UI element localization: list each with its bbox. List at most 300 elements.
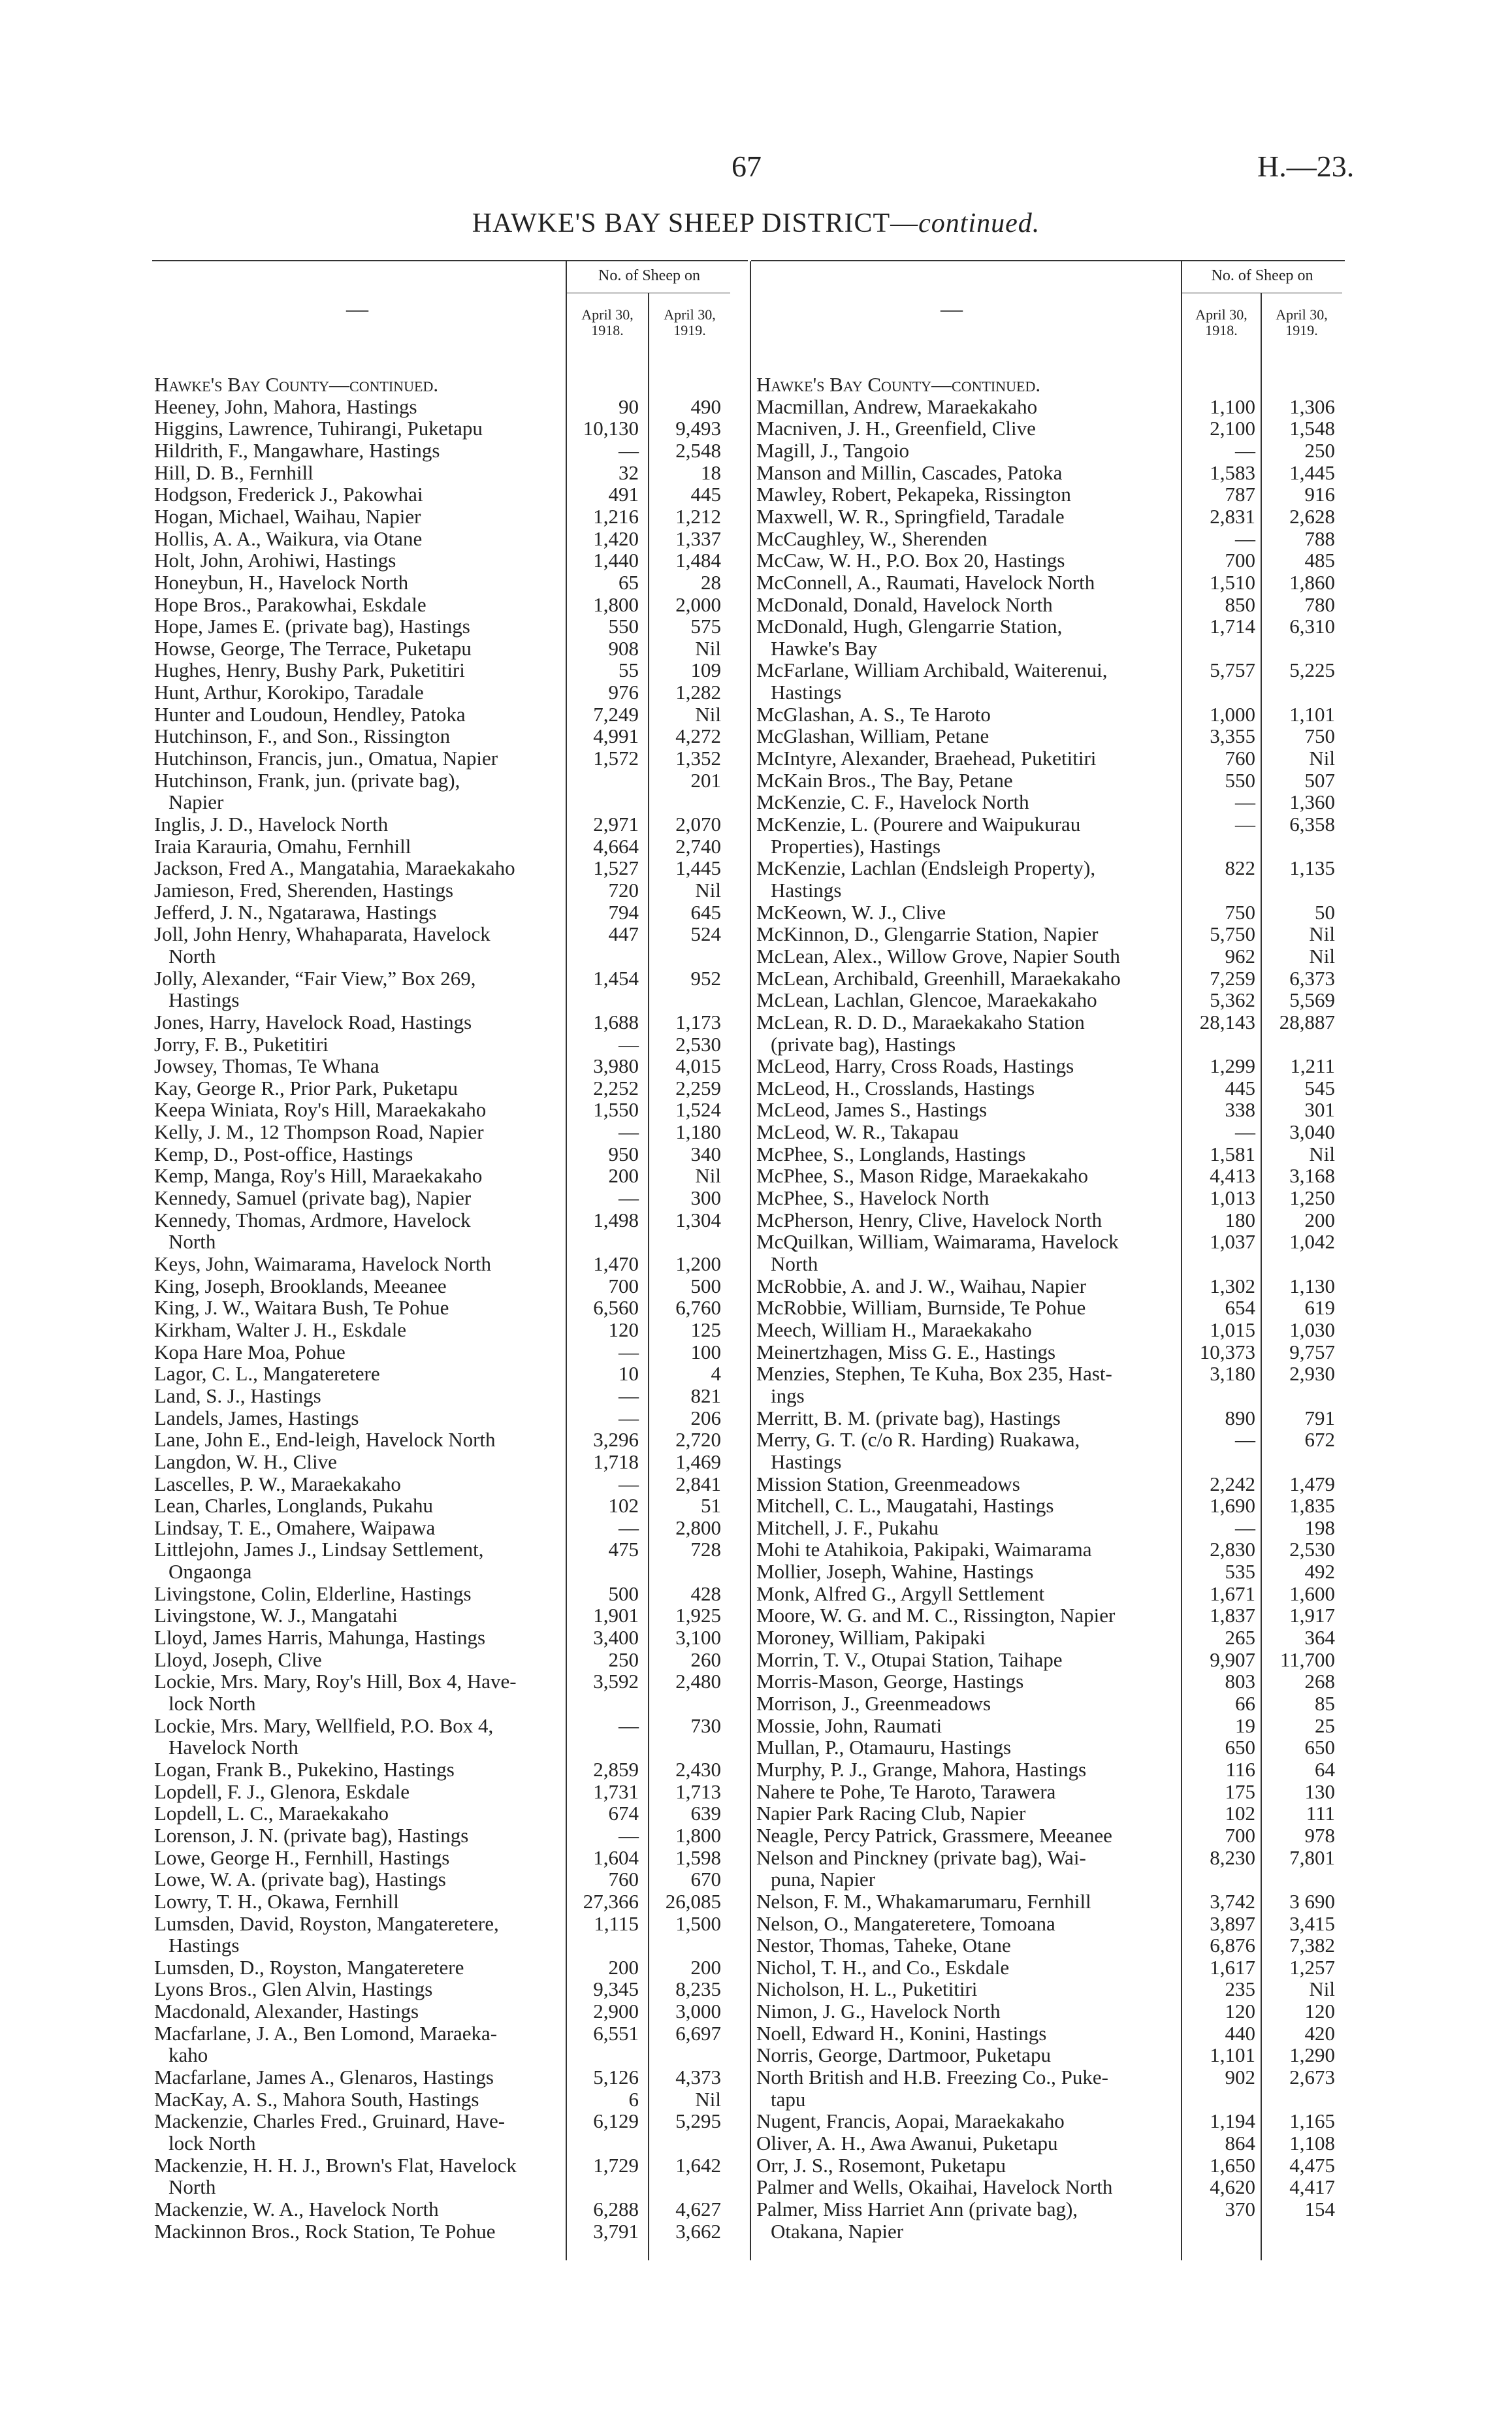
sheep-1918: 1,194 (1210, 2109, 1255, 2133)
sheep-1918: 116 (1225, 1757, 1255, 1781)
sheep-1918: 2,971 (593, 813, 639, 836)
sheep-1919: 1,500 (675, 1911, 721, 1935)
sheep-1918: 10,130 (583, 417, 639, 440)
holder-name: North (169, 944, 216, 968)
holder-name: Lascelles, P. W., Maraekakaho (154, 1472, 401, 1495)
sheep-1919: 1,282 (675, 681, 721, 704)
sheep-1918: — (619, 438, 639, 462)
sheep-1919: 2,000 (675, 593, 721, 616)
sheep-1919: 1,180 (675, 1120, 721, 1144)
sheep-1919: 5,569 (1289, 988, 1335, 1012)
sheep-1919: 2,841 (675, 1472, 721, 1495)
sheep-1918: — (619, 1714, 639, 1737)
sheep-1918: — (1235, 438, 1255, 462)
sheep-1919: 1,479 (1289, 1472, 1335, 1495)
sheep-1919: 3,168 (1289, 1164, 1335, 1188)
left-dash-header: — (346, 297, 368, 321)
holder-name: Mission Station, Greenmeadows (756, 1472, 1020, 1495)
holder-name: McLeod, W. R., Takapau (756, 1120, 959, 1144)
sheep-1919: 7,801 (1289, 1846, 1335, 1869)
holder-name: Macfarlane, J. A., Ben Lomond, Maraeka- (154, 2021, 498, 2045)
holder-name: Heeney, John, Mahora, Hastings (154, 395, 417, 418)
sheep-1918: 1,013 (1210, 1186, 1255, 1210)
sheep-1918: 1,671 (1210, 1582, 1255, 1605)
sheep-1918: 822 (1225, 856, 1255, 880)
sheep-1918: 2,830 (1210, 1538, 1255, 1561)
sheep-1918: 1,617 (1210, 1955, 1255, 1979)
sheep-1919: 100 (690, 1340, 721, 1363)
left-group-header: No. of Sheep on (598, 267, 700, 284)
sheep-1918: — (619, 1472, 639, 1495)
holder-name: Howse, George, The Terrace, Puketapu (154, 636, 472, 660)
holder-name: Nestor, Thomas, Taheke, Otane (756, 1934, 1011, 1957)
holder-name: Lumsden, D., Royston, Mangateretere (154, 1955, 464, 1979)
sheep-1919: 1,042 (1289, 1230, 1335, 1254)
sheep-1918: 720 (608, 878, 639, 902)
sheep-1919: 978 (1304, 1823, 1335, 1847)
sheep-1919: 952 (690, 966, 721, 990)
sheep-1919: 6,697 (675, 2021, 721, 2045)
sheep-1919: 200 (690, 1955, 721, 1979)
sheep-1919: 3,100 (675, 1626, 721, 1650)
holder-name: McKeown, W. J., Clive (756, 900, 946, 924)
holder-name: McLean, R. D. D., Maraekakaho Station (756, 1010, 1085, 1033)
sheep-1918: — (619, 1186, 639, 1210)
holder-name: Lindsay, T. E., Omahere, Waipawa (154, 1516, 436, 1539)
sheep-1919: 1,306 (1289, 395, 1335, 418)
sheep-1919: 1,108 (1289, 2132, 1335, 2155)
sheep-1918: 2,900 (593, 2000, 639, 2023)
sheep-1919: 1,445 (1289, 461, 1335, 484)
sheep-1918: 265 (1225, 1626, 1255, 1650)
sheep-1919: 428 (690, 1582, 721, 1605)
holder-name: Jowsey, Thomas, Te Whana (154, 1054, 379, 1078)
sheep-1919: 4 (711, 1362, 721, 1386)
holder-name: Magill, J., Tangoio (756, 438, 910, 462)
sheep-1918: 908 (608, 636, 639, 660)
sheep-1919: 3 690 (1289, 1889, 1335, 1913)
sheep-1918: 370 (1225, 2197, 1255, 2220)
holder-name: Mackenzie, Charles Fred., Gruinard, Have- (154, 2109, 506, 2133)
sheep-1918: 8,230 (1210, 1846, 1255, 1869)
sheep-1918: 1,714 (1210, 615, 1255, 638)
sheep-1919: 5,225 (1289, 659, 1335, 682)
sheep-1918: 535 (1225, 1560, 1255, 1584)
holder-name: North British and H.B. Freezing Co., Puke- (756, 2066, 1109, 2089)
center-rule (750, 261, 751, 2260)
sheep-1918: 6,288 (593, 2197, 639, 2220)
sheep-1918: 700 (1225, 549, 1255, 572)
sheep-1918: 338 (1225, 1098, 1255, 1122)
sheep-1919: 64 (1315, 1757, 1335, 1781)
holder-name: Hutchinson, F., and Son., Rissington (154, 724, 451, 748)
holder-name: Neagle, Percy Patrick, Grassmere, Meeanee (756, 1823, 1112, 1847)
sheep-1919: 8,235 (675, 1977, 721, 2001)
sheep-1918: — (619, 1384, 639, 1407)
sheep-1919: 1,337 (675, 527, 721, 550)
sheep-1919: 4,272 (675, 724, 721, 748)
holder-name: Hunter and Loudoun, Hendley, Patoka (154, 702, 466, 726)
holder-name: (private bag), Hastings (771, 1032, 956, 1056)
sheep-1918: 864 (1225, 2132, 1255, 2155)
sheep-1918: 3,180 (1210, 1362, 1255, 1386)
sheep-1918: 1,688 (593, 1010, 639, 1033)
sheep-1918: 1,837 (1210, 1604, 1255, 1627)
sheep-1919: 1,352 (675, 747, 721, 770)
sheep-1918: 4,664 (593, 834, 639, 858)
holder-name: Hutchinson, Frank, jun. (private bag), (154, 768, 460, 792)
sheep-1918: 1,101 (1210, 2043, 1255, 2067)
sheep-1918: 66 (1235, 1692, 1255, 1715)
sheep-1918: 6 (628, 2087, 639, 2111)
holder-name: Nelson and Pinckney (private bag), Wai- (756, 1846, 1086, 1869)
holder-name: ings (771, 1384, 805, 1407)
holder-name: Joll, John Henry, Whahaparata, Havelock (154, 922, 491, 946)
holder-name: Lane, John E., End-leigh, Havelock North (154, 1428, 496, 1452)
sheep-1919: 1,200 (675, 1252, 721, 1275)
sheep-1918: 2,859 (593, 1757, 639, 1781)
sheep-1918: 3,592 (593, 1670, 639, 1693)
holder-name: Meech, William H., Maraekakaho (756, 1318, 1032, 1341)
holder-name: Mullan, P., Otamauru, Hastings (756, 1736, 1012, 1759)
sheep-1919: 268 (1304, 1670, 1335, 1693)
holder-name: Morrin, T. V., Otupai Station, Taihape (756, 1648, 1063, 1671)
left-section-heading: Hawke's Bay County—continued. (154, 373, 439, 396)
sheep-1918: 7,249 (593, 702, 639, 726)
holder-name: Keys, John, Waimarama, Havelock North (154, 1252, 492, 1275)
sheep-1918: — (1235, 527, 1255, 550)
holder-name: Inglis, J. D., Havelock North (154, 813, 389, 836)
holder-name: Ongaonga (169, 1560, 252, 1584)
sheep-1919: 1,290 (1289, 2043, 1335, 2067)
sheep-1919: 2,930 (1289, 1362, 1335, 1386)
sheep-1919: 130 (1304, 1780, 1335, 1803)
sheep-1919: 201 (690, 768, 721, 792)
holder-name: Kemp, D., Post-office, Hastings (154, 1142, 413, 1165)
sheep-1919: 25 (1315, 1714, 1335, 1737)
holder-name: McKain Bros., The Bay, Petane (756, 768, 1013, 792)
holder-name: Landels, James, Hastings (154, 1406, 359, 1429)
holder-name: Jackson, Fred A., Mangatahia, Maraekakaho (154, 856, 515, 880)
sheep-1919: 6,760 (675, 1296, 721, 1320)
sheep-1918: 890 (1225, 1406, 1255, 1429)
holder-name: Nicholson, H. L., Puketitiri (756, 1977, 978, 2001)
holder-name: Napier Park Racing Club, Napier (756, 1802, 1026, 1825)
holder-name: Hope Bros., Parakowhai, Eskdale (154, 593, 426, 616)
sheep-1919: 4,475 (1289, 2153, 1335, 2177)
sheep-1919: 2,628 (1289, 504, 1335, 528)
holder-name: Lockie, Mrs. Mary, Wellfield, P.O. Box 4, (154, 1714, 494, 1737)
holder-name: McConnell, A., Raumati, Havelock North (756, 570, 1095, 594)
sheep-1919: 28 (701, 570, 721, 594)
holder-name: McRobbie, A. and J. W., Waihau, Napier (756, 1274, 1086, 1297)
sheep-1918: 3,355 (1210, 724, 1255, 748)
holder-name: Macmillan, Andrew, Maraekakaho (756, 395, 1038, 418)
holder-name: Morrison, J., Greenmeadows (756, 1692, 991, 1715)
holder-name: Manson and Millin, Cascades, Patoka (756, 461, 1063, 484)
sheep-1918: 440 (1225, 2021, 1255, 2045)
holder-name: Lowry, T. H., Okawa, Fernhill (154, 1889, 399, 1913)
holder-name: Lyons Bros., Glen Alvin, Hastings (154, 1977, 433, 2001)
sheep-1918: 1,527 (593, 856, 639, 880)
holder-name: Mackenzie, W. A., Havelock North (154, 2197, 439, 2220)
holder-name: Properties), Hastings (771, 834, 941, 858)
holder-name: Kelly, J. M., 12 Thompson Road, Napier (154, 1120, 484, 1144)
holder-name: McPhee, S., Mason Ridge, Maraekakaho (756, 1164, 1088, 1188)
holder-name: Langdon, W. H., Clive (154, 1450, 337, 1473)
sheep-1919: 728 (690, 1538, 721, 1561)
holder-name: Hill, D. B., Fernhill (154, 461, 314, 484)
sheep-1919: Nil (1309, 922, 1335, 946)
sheep-1918: 9,907 (1210, 1648, 1255, 1671)
right-col2-header: April 30, 1919. (1276, 306, 1328, 338)
sheep-1919: Nil (1309, 1977, 1335, 2001)
holder-name: Merritt, B. M. (private bag), Hastings (756, 1406, 1061, 1429)
sheep-1918: 1,100 (1210, 395, 1255, 418)
sheep-1918: 1,015 (1210, 1318, 1255, 1341)
holder-name: Maxwell, W. R., Springfield, Taradale (756, 504, 1065, 528)
sheep-1918: 787 (1225, 483, 1255, 506)
holder-name: Havelock North (169, 1736, 298, 1759)
sheep-1919: 50 (1315, 900, 1335, 924)
sheep-1919: 6,310 (1289, 615, 1335, 638)
sheep-1919: 4,015 (675, 1054, 721, 1078)
holder-name: Moore, W. G. and M. C., Rissington, Napier (756, 1604, 1116, 1627)
sheep-1919: 1,211 (1290, 1054, 1335, 1078)
holder-name: King, Joseph, Brooklands, Meeanee (154, 1274, 447, 1297)
holder-name: Lopdell, F. J., Glenora, Eskdale (154, 1780, 410, 1803)
holder-name: McGlashan, A. S., Te Haroto (756, 702, 991, 726)
holder-name: Lockie, Mrs. Mary, Roy's Hill, Box 4, Have- (154, 1670, 517, 1693)
sheep-1919: 125 (690, 1318, 721, 1341)
holder-name: Lumsden, David, Royston, Mangateretere, (154, 1911, 499, 1935)
holder-name: McCaughley, W., Sherenden (756, 527, 988, 550)
holder-name: Lowe, W. A. (private bag), Hastings (154, 1868, 446, 1891)
sheep-1918: 5,750 (1210, 922, 1255, 946)
sheep-1918: 1,731 (593, 1780, 639, 1803)
sheep-1918: 2,831 (1210, 504, 1255, 528)
holder-name: Kopa Hare Moa, Pohue (154, 1340, 346, 1363)
sheep-1919: 575 (690, 615, 721, 638)
sheep-1919: 340 (690, 1142, 721, 1165)
holder-name: Hastings (771, 1450, 842, 1473)
sheep-1919: 445 (690, 483, 721, 506)
sheep-1918: 3,791 (593, 2219, 639, 2243)
sheep-1918: — (619, 1823, 639, 1847)
holder-name: McPhee, S., Longlands, Hastings (756, 1142, 1026, 1165)
sheep-1918: 250 (608, 1648, 639, 1671)
sheep-1918: 1,454 (593, 966, 639, 990)
holder-name: Higgins, Lawrence, Tuhirangi, Puketapu (154, 417, 483, 440)
sheep-1919: 11,700 (1279, 1648, 1335, 1671)
title-continued: continued. (918, 208, 1040, 238)
sheep-1918: 3,742 (1210, 1889, 1255, 1913)
sheep-1918: 1,498 (593, 1208, 639, 1231)
sheep-1919: 3,662 (675, 2219, 721, 2243)
holder-name: Lowe, George H., Fernhill, Hastings (154, 1846, 450, 1869)
right-section-heading: Hawke's Bay County—continued. (756, 373, 1041, 396)
sheep-1918: 550 (608, 615, 639, 638)
holder-name: McLean, Lachlan, Glencoe, Maraekakaho (756, 988, 1097, 1012)
sheep-1919: 1,173 (675, 1010, 721, 1033)
holder-name: Morоney, William, Pakipaki (756, 1626, 986, 1650)
holder-name: Lorenson, J. N. (private bag), Hastings (154, 1823, 469, 1847)
sheep-1919: 4,373 (675, 2066, 721, 2089)
sheep-1919: 1,250 (1289, 1186, 1335, 1210)
holder-name: Hastings (771, 878, 842, 902)
holder-name: Livingstone, Colin, Elderline, Hastings (154, 1582, 472, 1605)
holder-name: Mackenzie, H. H. J., Brown's Flat, Havelock (154, 2153, 517, 2177)
holder-name: Hastings (771, 681, 842, 704)
holder-name: Honeybun, H., Havelock North (154, 570, 409, 594)
sheep-1919: Nil (695, 702, 721, 726)
holder-name: Nelson, O., Mangateretere, Tomoana (756, 1911, 1055, 1935)
sheep-1919: 2,070 (675, 813, 721, 836)
holder-name: McLean, Alex., Willow Grove, Napier South (756, 944, 1120, 968)
left-table-top-rule (152, 260, 748, 261)
holder-name: North (771, 1252, 818, 1275)
holder-name: McKinnon, D., Glengarrie Station, Napier (756, 922, 1099, 946)
sheep-1919: 300 (690, 1186, 721, 1210)
sheep-1918: 447 (608, 922, 639, 946)
sheep-1919: 1,165 (1289, 2109, 1335, 2133)
sheep-1918: 3,980 (593, 1054, 639, 1078)
holder-name: Macfarlane, James A., Glenaros, Hastings (154, 2066, 494, 2089)
sheep-1918: 27,366 (583, 1889, 639, 1913)
holder-name: Oliver, A. H., Awa Awanui, Puketapu (756, 2132, 1058, 2155)
holder-name: Mawley, Robert, Pekapeka, Rissington (756, 483, 1071, 506)
sheep-1918: 5,126 (593, 2066, 639, 2089)
sheep-1919: 670 (690, 1868, 721, 1891)
sheep-1919: 645 (690, 900, 721, 924)
sheep-1919: 1,598 (675, 1846, 721, 1869)
sheep-1919: 672 (1304, 1428, 1335, 1452)
holder-name: lock North (169, 2132, 256, 2155)
holder-name: McPherson, Henry, Clive, Havelock North (756, 1208, 1102, 1231)
sheep-1919: 3,040 (1289, 1120, 1335, 1144)
holder-name: Nahere te Pohe, Te Haroto, Tarawera (756, 1780, 1056, 1803)
sheep-1919: 28,887 (1279, 1010, 1335, 1033)
sheep-1918: 6,129 (593, 2109, 639, 2133)
sheep-1919: 111 (1306, 1802, 1335, 1825)
holder-name: Kirkham, Walter J. H., Eskdale (154, 1318, 407, 1341)
sheep-1919: 1,030 (1289, 1318, 1335, 1341)
sheep-1918: 2,242 (1210, 1472, 1255, 1495)
sheep-1918: 32 (619, 461, 639, 484)
sheep-1919: 1,548 (1289, 417, 1335, 440)
holder-name: McIntyre, Alexander, Braehead, Puketitiri (756, 747, 1097, 770)
holder-name: Lloyd, James Harris, Mahunga, Hastings (154, 1626, 486, 1650)
sheep-1918: 1,800 (593, 593, 639, 616)
holder-name: Jones, Harry, Havelock Road, Hastings (154, 1010, 472, 1033)
sheep-1918: 1,550 (593, 1098, 639, 1122)
sheep-1918: 4,991 (593, 724, 639, 748)
holder-name: Hunt, Arthur, Korokipo, Taradale (154, 681, 424, 704)
sheep-1918: 1,470 (593, 1252, 639, 1275)
sheep-1918: 1,901 (593, 1604, 639, 1627)
holder-name: Hutchinson, Francis, jun., Omatua, Napier (154, 747, 498, 770)
sheep-1918: 175 (1225, 1780, 1255, 1803)
sheep-1919: 1,524 (675, 1098, 721, 1122)
sheep-1919: Nil (1309, 747, 1335, 770)
sheep-1918: 7,259 (1210, 966, 1255, 990)
sheep-1919: 260 (690, 1648, 721, 1671)
holder-name: Lopdell, L. C., Maraekakaho (154, 1802, 389, 1825)
document-code: H.—23. (1257, 150, 1355, 183)
sheep-1918: 6,876 (1210, 1934, 1255, 1957)
holder-name: Logan, Frank B., Pukekino, Hastings (154, 1757, 455, 1781)
holder-name: Lagor, C. L., Mangateretere (154, 1362, 380, 1386)
sheep-1919: 1,600 (1289, 1582, 1335, 1605)
sheep-1919: 490 (690, 395, 721, 418)
sheep-1918: 700 (1225, 1823, 1255, 1847)
holder-name: King, J. W., Waitara Bush, Te Pohue (154, 1296, 449, 1320)
holder-name: McQuilkan, William, Waimarama, Havelock (756, 1230, 1119, 1254)
sheep-1919: 1,130 (1289, 1274, 1335, 1297)
sheep-1919: 2,530 (675, 1032, 721, 1056)
sheep-1918: 1,572 (593, 747, 639, 770)
sheep-1919: 18 (701, 461, 721, 484)
sheep-1918: — (1235, 1516, 1255, 1539)
holder-name: Jorry, F. B., Puketitiri (154, 1032, 329, 1056)
sheep-1918: 2,100 (1210, 417, 1255, 440)
sheep-1919: 1,257 (1289, 1955, 1335, 1979)
holder-name: Hollis, A. A., Waikura, via Otane (154, 527, 423, 550)
sheep-1919: 1,713 (675, 1780, 721, 1803)
holder-name: Hope, James E. (private bag), Hastings (154, 615, 470, 638)
sheep-1918: 700 (608, 1274, 639, 1297)
sheep-1918: 500 (608, 1582, 639, 1605)
holder-name: Land, S. J., Hastings (154, 1384, 321, 1407)
title-main: HAWKE'S BAY SHEEP DISTRICT— (472, 208, 919, 238)
sheep-1918: 1,718 (593, 1450, 639, 1473)
sheep-1919: 916 (1304, 483, 1335, 506)
holder-name: McFarlane, William Archibald, Waiterenui, (756, 659, 1108, 682)
sheep-1918: 794 (608, 900, 639, 924)
right-table-top-rule (751, 260, 1345, 261)
sheep-1918: 1,690 (1210, 1494, 1255, 1518)
sheep-1919: 1,360 (1289, 790, 1335, 814)
sheep-1918: 5,757 (1210, 659, 1255, 682)
sheep-1918: — (619, 1516, 639, 1539)
sheep-1918: 803 (1225, 1670, 1255, 1693)
sheep-1918: — (1235, 1428, 1255, 1452)
holder-name: Macdonald, Alexander, Hastings (154, 2000, 419, 2023)
sheep-1919: 200 (1304, 1208, 1335, 1231)
sheep-1918: 1,604 (593, 1846, 639, 1869)
right-dash-header: — (941, 297, 963, 321)
sheep-1919: 198 (1304, 1516, 1335, 1539)
holder-name: North (169, 2175, 216, 2199)
sheep-1918: — (619, 1406, 639, 1429)
holder-name: Livingstone, W. J., Mangatahi (154, 1604, 398, 1627)
holder-name: Nugent, Francis, Aopai, Maraekakaho (756, 2109, 1065, 2133)
sheep-1918: 200 (608, 1955, 639, 1979)
sheep-1918: — (1235, 1120, 1255, 1144)
holder-name: McLeod, Harry, Cross Roads, Hastings (756, 1054, 1074, 1078)
sheep-1918: — (1235, 790, 1255, 814)
holder-name: Kennedy, Samuel (private bag), Napier (154, 1186, 472, 1210)
sheep-1919: 492 (1304, 1560, 1335, 1584)
sheep-1919: 1,484 (675, 549, 721, 572)
sheep-1919: 780 (1304, 593, 1335, 616)
sheep-1919: 2,430 (675, 1757, 721, 1781)
holder-name: Mollier, Joseph, Wahine, Hastings (756, 1560, 1034, 1584)
holder-name: Hastings (169, 1934, 240, 1957)
sheep-1919: 206 (690, 1406, 721, 1429)
sheep-1918: 1,440 (593, 549, 639, 572)
sheep-1918: 10,373 (1199, 1340, 1255, 1363)
